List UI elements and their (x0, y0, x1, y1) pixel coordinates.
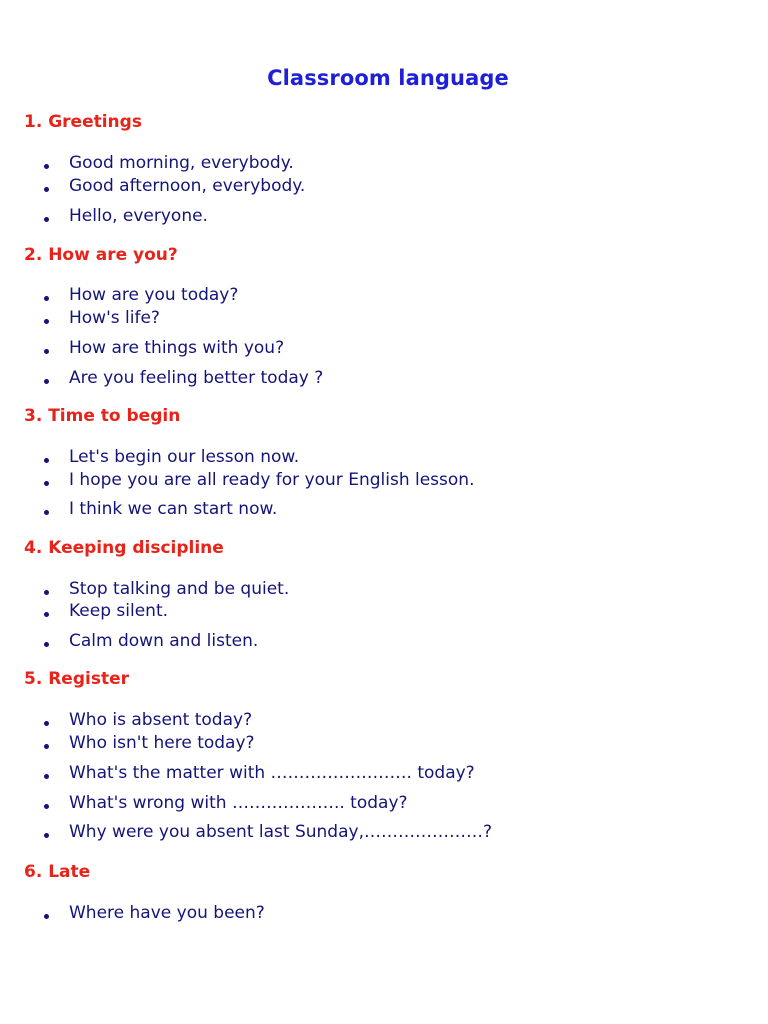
section-heading-time-to-begin: 3. Time to begin (24, 406, 181, 426)
list-item: How are you today? (69, 285, 239, 305)
section-heading-how-are-you: 2. How are you? (24, 245, 178, 265)
bullet-icon (44, 590, 49, 595)
section-heading-keeping-discipline: 4. Keeping discipline (24, 538, 224, 558)
bullet-icon (44, 744, 49, 749)
bullet-icon (44, 642, 49, 647)
list-item: Good morning, everybody. (69, 153, 294, 173)
bullet-icon (44, 458, 49, 463)
bullet-icon (44, 217, 49, 222)
bullet-icon (44, 510, 49, 515)
list-item: Who isn't here today? (69, 733, 255, 753)
bullet-icon (44, 721, 49, 726)
bullet-icon (44, 804, 49, 809)
list-item: Are you feeling better today ? (69, 368, 324, 388)
list-item: Calm down and listen. (69, 631, 259, 651)
list-item: What's the matter with ……………………. today? (69, 763, 475, 783)
bullet-icon (44, 349, 49, 354)
bullet-icon (44, 612, 49, 617)
bullet-icon (44, 379, 49, 384)
list-item: Let's begin our lesson now. (69, 447, 300, 467)
list-item: How's life? (69, 308, 160, 328)
list-item: Why were you absent last Sunday,…………………? (69, 822, 492, 842)
list-item: Stop talking and be quiet. (69, 579, 290, 599)
list-item: Hello, everyone. (69, 206, 208, 226)
bullet-icon (44, 164, 49, 169)
bullet-icon (44, 296, 49, 301)
list-item: Who is absent today? (69, 710, 253, 730)
bullet-icon (44, 914, 49, 919)
list-item: I hope you are all ready for your English lesson. (69, 470, 475, 490)
bullet-icon (44, 833, 49, 838)
section-heading-greetings: 1. Greetings (24, 112, 142, 132)
bullet-icon (44, 319, 49, 324)
list-item: Keep silent. (69, 601, 169, 621)
bullet-icon (44, 481, 49, 486)
bullet-icon (44, 774, 49, 779)
section-heading-late: 6. Late (24, 862, 91, 882)
section-heading-register: 5. Register (24, 669, 129, 689)
list-item: What's wrong with ……………….. today? (69, 793, 408, 813)
list-item: How are things with you? (69, 338, 285, 358)
page-title: Classroom language (267, 66, 509, 90)
bullet-icon (44, 187, 49, 192)
list-item: Good afternoon, everybody. (69, 176, 306, 196)
list-item: Where have you been? (69, 903, 265, 923)
list-item: I think we can start now. (69, 499, 278, 519)
